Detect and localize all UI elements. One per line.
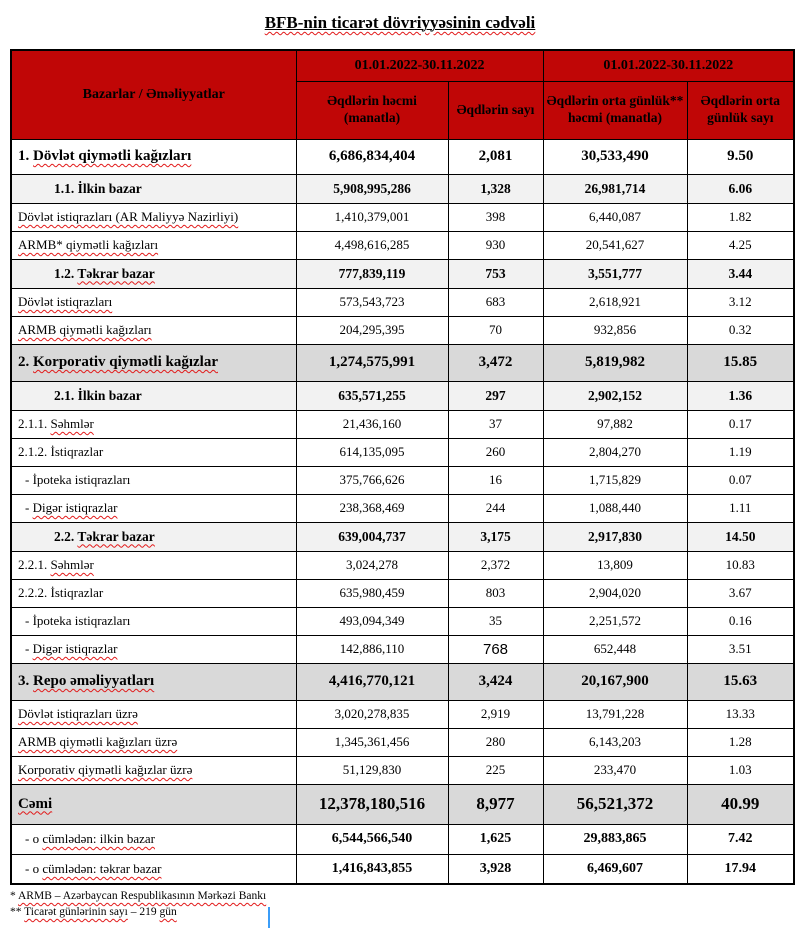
row-value: 56,521,372 bbox=[543, 784, 687, 824]
row-value: 375,766,626 bbox=[296, 466, 448, 494]
table-row bbox=[11, 316, 794, 344]
table-row bbox=[11, 784, 794, 824]
wavy-text: Digər istiqrazlar bbox=[32, 500, 118, 515]
row-value: 30,533,490 bbox=[543, 139, 687, 174]
table-row bbox=[11, 410, 794, 438]
row-label bbox=[11, 381, 296, 410]
row-value: 280 bbox=[448, 728, 543, 756]
row-value: 4.25 bbox=[687, 231, 794, 259]
row-value: 6,544,566,540 bbox=[296, 824, 448, 854]
row-label bbox=[11, 663, 296, 700]
header-period-1: 01.01.2022-30.11.2022 bbox=[296, 50, 543, 81]
row-value: 614,135,095 bbox=[296, 438, 448, 466]
table-row bbox=[11, 259, 794, 288]
header-deal-volume: Əqdlərin həcmi (manatla) bbox=[296, 81, 448, 139]
row-label bbox=[11, 579, 296, 607]
row-label bbox=[11, 316, 296, 344]
table-row bbox=[11, 203, 794, 231]
header-avg-daily-count: Əqdlərin orta günlük sayı bbox=[687, 81, 794, 139]
footnote-trading-days bbox=[10, 904, 800, 920]
wavy-text: Repo əməliyyatları bbox=[33, 673, 155, 689]
row-value: 297 bbox=[448, 381, 543, 410]
row-value: 398 bbox=[448, 203, 543, 231]
table-row bbox=[11, 522, 794, 551]
table-row bbox=[11, 728, 794, 756]
trade-turnover-table bbox=[10, 49, 795, 885]
footnotes bbox=[10, 888, 800, 920]
row-value: 51,129,830 bbox=[296, 756, 448, 784]
row-value: 803 bbox=[448, 579, 543, 607]
row-value: 233,470 bbox=[543, 756, 687, 784]
row-label bbox=[11, 139, 296, 174]
row-value: 635,571,255 bbox=[296, 381, 448, 410]
row-value: 70 bbox=[448, 316, 543, 344]
row-label bbox=[11, 259, 296, 288]
row-value: 3,551,777 bbox=[543, 259, 687, 288]
row-value: 12,378,180,516 bbox=[296, 784, 448, 824]
row-value: 3,175 bbox=[448, 522, 543, 551]
row-value: 1,715,829 bbox=[543, 466, 687, 494]
row-value: 1.11 bbox=[687, 494, 794, 522]
row-value: 238,368,469 bbox=[296, 494, 448, 522]
table-row bbox=[11, 551, 794, 579]
plain-text: – 219 bbox=[127, 906, 160, 919]
row-label bbox=[11, 494, 296, 522]
row-value: 260 bbox=[448, 438, 543, 466]
header-markets-operations: Bazarlar / Əməliyyatlar bbox=[11, 50, 296, 139]
row-value: 6.06 bbox=[687, 174, 794, 203]
row-value: 26,981,714 bbox=[543, 174, 687, 203]
row-value: 0.32 bbox=[687, 316, 794, 344]
row-value: 1.36 bbox=[687, 381, 794, 410]
row-label bbox=[11, 824, 296, 854]
row-value: 2,904,020 bbox=[543, 579, 687, 607]
row-value: 777,839,119 bbox=[296, 259, 448, 288]
row-value: 768 bbox=[448, 635, 543, 663]
wavy-text: ARMB* qiymətli kağızları bbox=[18, 237, 159, 252]
table-row bbox=[11, 579, 794, 607]
table-row bbox=[11, 288, 794, 316]
plain-text: 1. bbox=[18, 148, 33, 164]
plain-text: - o bbox=[25, 831, 43, 846]
row-label bbox=[11, 607, 296, 635]
row-value: 1,088,440 bbox=[543, 494, 687, 522]
row-value: 97,882 bbox=[543, 410, 687, 438]
wavy-text: cümlədən: ilkin bazar bbox=[42, 831, 155, 846]
row-value: 0.16 bbox=[687, 607, 794, 635]
row-value: 8,977 bbox=[448, 784, 543, 824]
row-label bbox=[11, 854, 296, 884]
plain-text: - bbox=[25, 641, 33, 656]
table-row bbox=[11, 824, 794, 854]
table-row bbox=[11, 756, 794, 784]
table-row bbox=[11, 635, 794, 663]
wavy-text: Cəmi bbox=[18, 795, 53, 812]
row-label bbox=[11, 784, 296, 824]
row-value: 142,886,110 bbox=[296, 635, 448, 663]
plain-text: 2.1.2. İstiqrazlar bbox=[18, 444, 104, 459]
wavy-text: ARMB qiymətli kağızları üzrə bbox=[18, 734, 178, 749]
row-value: 4,498,616,285 bbox=[296, 231, 448, 259]
row-value: 204,295,395 bbox=[296, 316, 448, 344]
table-row bbox=[11, 174, 794, 203]
row-value: 2,917,830 bbox=[543, 522, 687, 551]
row-value: 37 bbox=[448, 410, 543, 438]
wavy-text: Səhmlər bbox=[50, 416, 94, 431]
row-value: 6,686,834,404 bbox=[296, 139, 448, 174]
row-value: 1.03 bbox=[687, 756, 794, 784]
table-row bbox=[11, 438, 794, 466]
plain-text: 1.1. İlkin bazar bbox=[54, 180, 142, 196]
plain-text: 2. bbox=[18, 354, 33, 370]
table-row bbox=[11, 700, 794, 728]
wavy-text: Təkrar bazar bbox=[77, 528, 155, 544]
table-row bbox=[11, 231, 794, 259]
wavy-text: ARMB – Azərbaycan Respublikasının Mərkəzi Bankı bbox=[18, 890, 267, 902]
row-value: 14.50 bbox=[687, 522, 794, 551]
plain-text: 2.1.1. bbox=[18, 416, 51, 431]
row-value: 2,902,152 bbox=[543, 381, 687, 410]
row-value: 930 bbox=[448, 231, 543, 259]
wavy-text: Dövlət istiqrazları bbox=[18, 294, 113, 309]
row-value: 3,424 bbox=[448, 663, 543, 700]
table-row bbox=[11, 607, 794, 635]
row-value: 1,274,575,991 bbox=[296, 344, 448, 381]
row-value: 2,372 bbox=[448, 551, 543, 579]
row-value: 225 bbox=[448, 756, 543, 784]
row-value: 10.83 bbox=[687, 551, 794, 579]
row-value: 1.28 bbox=[687, 728, 794, 756]
row-value: 15.85 bbox=[687, 344, 794, 381]
row-value: 573,543,723 bbox=[296, 288, 448, 316]
row-label bbox=[11, 174, 296, 203]
row-value: 13,791,228 bbox=[543, 700, 687, 728]
plain-text: - İpoteka istiqrazları bbox=[25, 472, 131, 487]
wavy-text: Ticarət günlərinin sayı bbox=[24, 906, 128, 919]
row-value: 0.17 bbox=[687, 410, 794, 438]
table-row bbox=[11, 854, 794, 884]
table-body bbox=[11, 139, 794, 884]
table-row bbox=[11, 494, 794, 522]
row-value: 2,251,572 bbox=[543, 607, 687, 635]
row-value: 2,618,921 bbox=[543, 288, 687, 316]
table-row bbox=[11, 466, 794, 494]
row-value: 2,804,270 bbox=[543, 438, 687, 466]
plain-text: * bbox=[10, 890, 18, 902]
table-row bbox=[11, 344, 794, 381]
row-label bbox=[11, 288, 296, 316]
row-value: 16 bbox=[448, 466, 543, 494]
row-value: 6,440,087 bbox=[543, 203, 687, 231]
plain-text: 2.2.2. İstiqrazlar bbox=[18, 585, 104, 600]
row-value: 683 bbox=[448, 288, 543, 316]
header-period-2: 01.01.2022-30.11.2022 bbox=[543, 50, 794, 81]
row-value: 3.12 bbox=[687, 288, 794, 316]
footnote-armb bbox=[10, 888, 800, 904]
wavy-text: cümlədən: təkrar bazar bbox=[42, 860, 162, 876]
row-value: 13,809 bbox=[543, 551, 687, 579]
header-avg-daily-volume: Əqdlərin orta günlük** həcmi (manatla) bbox=[543, 81, 687, 139]
row-value: 40.99 bbox=[687, 784, 794, 824]
plain-text: - bbox=[25, 500, 33, 515]
plain-text: ** bbox=[10, 906, 25, 919]
wavy-text: Digər istiqrazlar bbox=[32, 641, 118, 656]
row-value: 29,883,865 bbox=[543, 824, 687, 854]
row-value: 1,345,361,456 bbox=[296, 728, 448, 756]
table-row bbox=[11, 663, 794, 700]
row-label bbox=[11, 551, 296, 579]
row-value: 3.67 bbox=[687, 579, 794, 607]
plain-text: 2.2. bbox=[54, 528, 78, 544]
row-value: 635,980,459 bbox=[296, 579, 448, 607]
row-value: 20,167,900 bbox=[543, 663, 687, 700]
row-value: 1,410,379,001 bbox=[296, 203, 448, 231]
row-label bbox=[11, 635, 296, 663]
page-title-text: BFB-nin ticarət dövriyyəsinin cədvəli bbox=[264, 13, 536, 32]
row-value: 652,448 bbox=[543, 635, 687, 663]
row-value: 2,919 bbox=[448, 700, 543, 728]
wavy-text: Dövlət istiqrazları üzrə bbox=[18, 706, 138, 721]
row-label bbox=[11, 438, 296, 466]
row-value: 1,328 bbox=[448, 174, 543, 203]
wavy-text: Korporativ qiymətli kağızlar bbox=[33, 354, 218, 370]
row-value: 4,416,770,121 bbox=[296, 663, 448, 700]
row-value: 1,416,843,855 bbox=[296, 854, 448, 884]
row-value: 7.42 bbox=[687, 824, 794, 854]
plain-text: 3. bbox=[18, 673, 33, 689]
row-value: 3,928 bbox=[448, 854, 543, 884]
row-value: 3.44 bbox=[687, 259, 794, 288]
wavy-text: Səhmlər bbox=[50, 557, 94, 572]
row-value: 5,819,982 bbox=[543, 344, 687, 381]
row-label bbox=[11, 344, 296, 381]
row-value: 932,856 bbox=[543, 316, 687, 344]
wavy-text: Korporativ qiymətli kağızlar üzrə bbox=[18, 762, 193, 777]
row-value: 639,004,737 bbox=[296, 522, 448, 551]
plain-text: 1.2. bbox=[54, 265, 78, 281]
wavy-text: Dövlət istiqrazları (AR Maliyyə Nazirliyi) bbox=[18, 209, 239, 224]
header-deal-count: Əqdlərin sayı bbox=[448, 81, 543, 139]
row-value: 35 bbox=[448, 607, 543, 635]
row-label bbox=[11, 700, 296, 728]
row-value: 3,020,278,835 bbox=[296, 700, 448, 728]
wavy-text: Dövlət qiymətli kağızları bbox=[33, 148, 192, 164]
table-row bbox=[11, 381, 794, 410]
row-value: 13.33 bbox=[687, 700, 794, 728]
row-value: 3,024,278 bbox=[296, 551, 448, 579]
plain-text: - o bbox=[25, 860, 43, 876]
row-label bbox=[11, 756, 296, 784]
row-value: 2,081 bbox=[448, 139, 543, 174]
row-value: 753 bbox=[448, 259, 543, 288]
row-value: 17.94 bbox=[687, 854, 794, 884]
table-header bbox=[11, 50, 794, 139]
row-value: 6,143,203 bbox=[543, 728, 687, 756]
row-value: 6,469,607 bbox=[543, 854, 687, 884]
page-title bbox=[265, 13, 536, 32]
wavy-text: gün bbox=[159, 906, 177, 919]
row-value: 21,436,160 bbox=[296, 410, 448, 438]
row-label bbox=[11, 231, 296, 259]
row-value: 1,625 bbox=[448, 824, 543, 854]
row-value: 20,541,627 bbox=[543, 231, 687, 259]
plain-text: - İpoteka istiqrazları bbox=[25, 613, 131, 628]
wavy-text: ARMB qiymətli kağızları bbox=[18, 322, 152, 337]
row-label bbox=[11, 728, 296, 756]
row-value: 493,094,349 bbox=[296, 607, 448, 635]
row-value: 3,472 bbox=[448, 344, 543, 381]
row-value: 9.50 bbox=[687, 139, 794, 174]
row-value: 1.19 bbox=[687, 438, 794, 466]
row-value: 5,908,995,286 bbox=[296, 174, 448, 203]
plain-text: 2.1. İlkin bazar bbox=[54, 387, 142, 403]
row-label bbox=[11, 466, 296, 494]
row-value: 15.63 bbox=[687, 663, 794, 700]
title-wrap bbox=[0, 0, 800, 33]
row-label bbox=[11, 410, 296, 438]
row-label bbox=[11, 522, 296, 551]
row-label bbox=[11, 203, 296, 231]
plain-text: 2.2.1. bbox=[18, 557, 51, 572]
row-value: 1.82 bbox=[687, 203, 794, 231]
row-value: 244 bbox=[448, 494, 543, 522]
row-value: 3.51 bbox=[687, 635, 794, 663]
row-value: 0.07 bbox=[687, 466, 794, 494]
text-cursor-caret bbox=[268, 907, 270, 928]
wavy-text: Təkrar bazar bbox=[77, 265, 155, 281]
table-row bbox=[11, 139, 794, 174]
